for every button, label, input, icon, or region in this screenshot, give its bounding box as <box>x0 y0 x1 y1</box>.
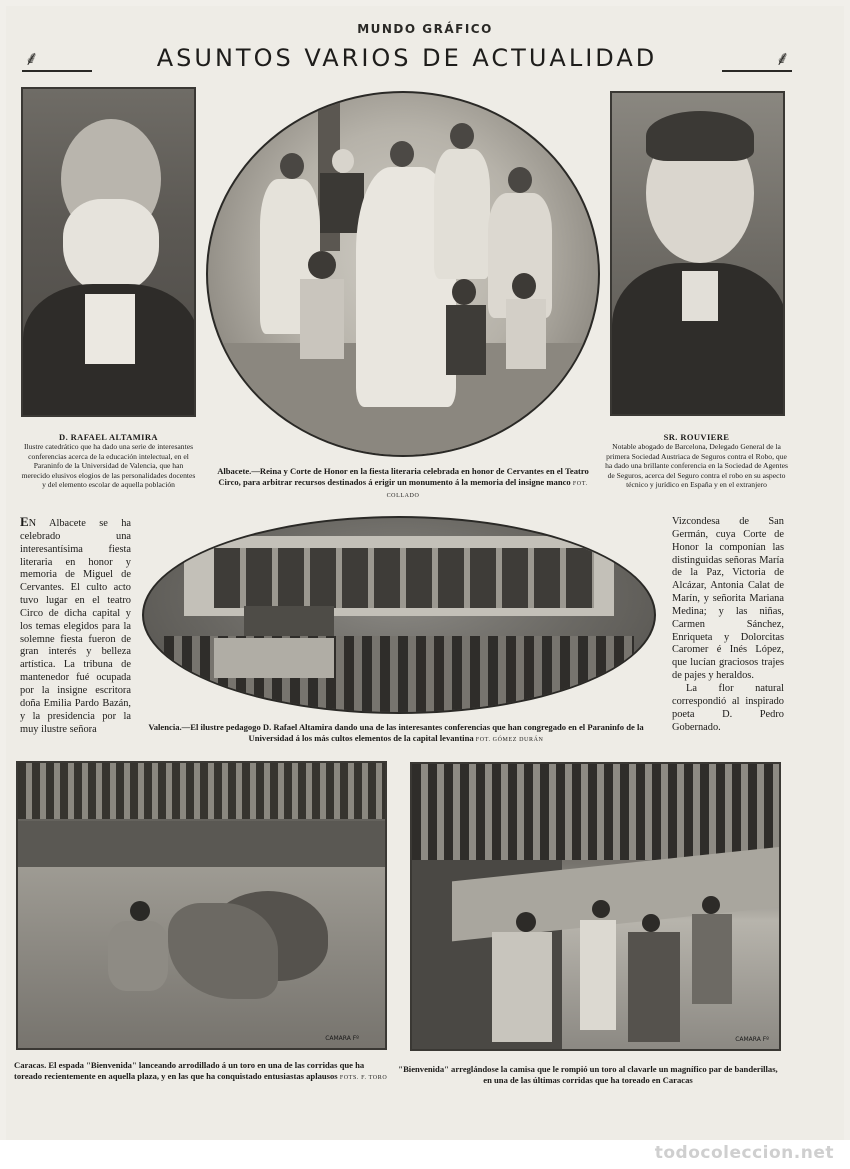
left-column-text: N Albacete se ha celebrado una interesantísima fiesta literaria en honor y memoria de Miguel de Cervantes. El culto acto tuvo lugar en el teatro Circo de dicha capital y los temas elegidos para la solemne fiesta fueron de gran interés y belleza artística. La tribuna de mantenedor fué ocupada por la insigne escritora doña Emilia Pardo Bazán, y la presidencia por la muy ilustre señora <box>20 518 131 735</box>
right-column-text-2: La flor natural correspondió al inspirado poeta D. Pedro Gobernado. <box>672 682 784 733</box>
albacete-article-right-column <box>672 516 784 734</box>
section-title: ASUNTOS VARIOS DE ACTUALIDAD <box>92 44 722 72</box>
caracas-caption-right: "Bienvenida" arreglándose la camisa que le rompió un toro al clavarle un magnífico par de banderillas, en una de las últimas corridas que ha toreado en Caracas <box>398 1064 778 1085</box>
watermark: todocoleccion.net <box>654 1143 834 1163</box>
valencia-caption <box>136 722 656 745</box>
section-header <box>22 42 792 76</box>
portrait-altamira-photo <box>21 87 196 417</box>
valencia-lecture-photo <box>142 516 656 714</box>
caracas-caption-left-lead: Caracas. <box>14 1060 47 1070</box>
portrait-altamira-caption: Ilustre catedrático que ha dado una serie de interesantes conferencias acerca de la educación intelectual, en el Paraninfo de la Universidad de Valencia, que han merecido elusivos elogios de las personalidades docentes y del elemento escolar de aquella población <box>21 442 196 490</box>
caracas-bullfight-photo-left <box>16 761 387 1050</box>
portrait-rouviere-name: SR. ROUVIERE <box>663 432 730 442</box>
photo-mark-right: CAMARA Fº <box>735 1036 769 1043</box>
valencia-caption-text: —El ilustre pedagogo D. Rafael Altamira dando una de las interesantes conferencias que han congregado en el Paraninfo de la Universidad á los más cultos elementos de la capital levantina <box>181 722 644 743</box>
portrait-rouviere-caption: Notable abogado de Barcelona, Delegado General de la primera Sociedad Austriaca de Seguros contra el Robo, que ha dado una brillante conferencia en la Sociedad de Agentes de Seguros, acerca del Seguro contra el robo en su aspecto técnico y jurídico en España y en el extranjero <box>605 442 788 490</box>
dropcap: E <box>20 514 29 529</box>
portrait-rouviere-photo <box>610 91 785 416</box>
valencia-caption-lead: Valencia. <box>148 722 182 732</box>
portrait-altamira-name: D. RAFAEL ALTAMIRA <box>59 432 158 442</box>
photo-mark-left: CAMARA Fº <box>325 1035 359 1042</box>
magazine-name: MUNDO GRÁFICO <box>357 22 493 36</box>
albacete-article-left-column <box>20 516 131 736</box>
valencia-caption-credit: FOT. GÓMEZ DURÁN <box>475 736 544 743</box>
left-ornament-icon: ⸙ <box>24 46 39 70</box>
caracas-bullfight-photo-right <box>410 762 781 1051</box>
caracas-caption-left <box>14 1060 394 1083</box>
albacete-caption-credit: FOT. COLLADO <box>386 480 588 499</box>
albacete-caption-lead: Albacete. <box>217 466 252 476</box>
caracas-caption-left-credit: FOTS. F. TORO <box>339 1074 388 1081</box>
albacete-caption <box>206 466 600 502</box>
right-column-text-1: Vizcondesa de San Germán, cuya Corte de Honor la componían las distinguidas señoras María de la Paz, Victoria de Alcázar, Antonia Calat de Marín, y señorita Mariana Medina; y las niñas, Carmen Sánchez, Enriqueta y Dolorcitas Caromer é Inés López, que lucían graciosos trajes de pajes y heraldos. <box>672 516 784 682</box>
albacete-court-photo <box>206 91 600 457</box>
caracas-caption-left-text: El espada "Bienvenida" lanceando arrodillado á un toro en una de las corridas que ha toreado recientemente en aquella plaza, y en las que ha conquistado entusiastas aplausos <box>14 1060 365 1081</box>
right-ornament-icon: ⸙ <box>775 46 790 70</box>
albacete-caption-text: —Reina y Corte de Honor en la fiesta literaria celebrada en honor de Cervantes en el Teatro Circo, para arbitrar recursos destinados á erigir un monumento á la memoria del insigne manco <box>218 466 589 487</box>
